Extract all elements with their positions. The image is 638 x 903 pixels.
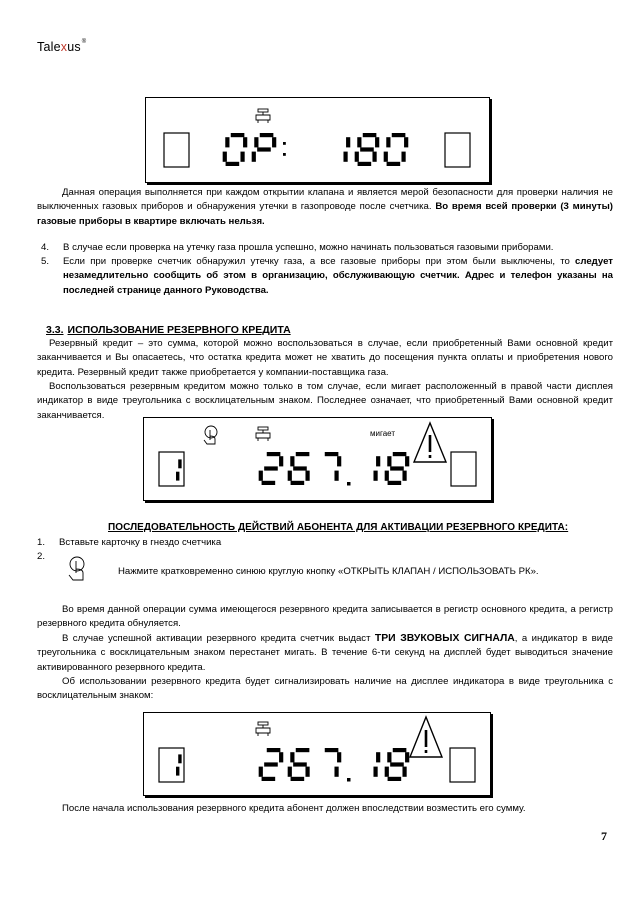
lcd-segment	[337, 752, 341, 762]
lcd-segment	[296, 748, 310, 752]
paragraph-repay-credit: После начала использования резервного кредита абонент должен впоследствии возместить его сумму.	[62, 803, 526, 814]
lcd-segment	[402, 767, 406, 777]
step-2-text: Нажмите кратковременно синюю круглую кнопку «ОТКРЫТЬ КЛАПАН / ИСПОЛЬЗОВАТЬ РК».	[118, 566, 539, 577]
lcd-segment	[393, 748, 407, 752]
lcd-segment	[386, 137, 390, 147]
lcd-segment	[252, 152, 256, 162]
lcd-segment	[388, 481, 402, 485]
lcd-segment	[267, 452, 281, 456]
lcd-left-box	[164, 133, 189, 167]
paragraph-activation-success: В случае успешной активации резервного кредита счетчик выдаст ТРИ ЗВУКОВЫХ СИГНАЛА, а индикатор в виде треугольника с восклицательным знаком перестанет мигать. В течение 6-ти секунд на дисплей будет выводиться значение активированного резервного кредита.	[37, 633, 613, 673]
lcd-segment	[178, 459, 181, 468]
lcd-segment	[360, 147, 374, 151]
lcd-segment	[325, 452, 339, 456]
lcd-display-reserve-active	[143, 712, 491, 796]
lcd-decimal-point	[347, 778, 351, 782]
blink-label: мигает	[370, 429, 396, 438]
paragraph-leak-check: Данная операция выполняется при каждом открытии клапана и является мерой безопасности для проверки наличия не выключенных газовых приборов и обнаружения утечки в газопроводе после счетчика. Во время всей проверки (3 минуты) газовые приборы в квартире включать нельзя.	[37, 187, 613, 227]
lcd-segment	[346, 137, 350, 147]
lcd-segment	[372, 152, 376, 162]
list-item-4: 4. В случае если проверка на утечку газа прошла успешно, можно начинать пользоваться газовыми приборами.	[41, 242, 554, 253]
lcd-segment	[305, 471, 309, 481]
lcd-segment	[376, 752, 380, 762]
lcd-segment	[254, 137, 258, 147]
lcd-segment	[293, 466, 307, 470]
lcd-segment	[305, 767, 309, 777]
finger-press-icon	[66, 555, 92, 585]
lcd-display-reserve-active-graphic	[144, 713, 490, 795]
lcd-segment	[291, 481, 305, 485]
lcd-display-reserve-blinking	[143, 417, 492, 501]
lcd-segment	[392, 133, 406, 137]
lcd-segment	[373, 471, 377, 481]
lcd-segment	[390, 466, 404, 470]
lcd-segment	[225, 137, 229, 147]
lcd-segment	[288, 767, 292, 777]
lcd-segment	[264, 466, 278, 470]
section-heading-3-3: 3.3. ИСПОЛЬЗОВАНИЕ РЕЗЕРВНОГО КРЕДИТА	[46, 324, 291, 336]
lcd-segment	[288, 471, 292, 481]
lcd-segment	[259, 767, 263, 777]
lcd-segment	[355, 152, 359, 162]
paragraph-indicator-usage: Об использовании резервного кредита будет сигнализировать наличие на дисплее индикатора в виде треугольника с восклицательным знаком:	[37, 676, 613, 702]
finger-press-icon	[204, 426, 217, 444]
lcd-left-box	[159, 748, 184, 782]
step-2-number: 2.	[37, 551, 46, 562]
lcd-segment	[401, 152, 405, 162]
lcd-left-box	[159, 452, 184, 486]
lcd-segment	[357, 137, 361, 147]
lcd-segment	[272, 137, 276, 147]
lcd-segment	[267, 748, 281, 752]
lcd-display-operation	[145, 97, 490, 183]
lcd-segment	[404, 137, 408, 147]
lcd-segment	[334, 471, 338, 481]
list-item-5: 5. Если при проверке счетчик обнаружил утечку газа, а все газовые приборы при этом были выключены, то следует незамедлительно сообщить об этом в организацию, обслуживающую счетчик. Адрес и телефон указаны на последней странице данного Руководства.	[41, 256, 613, 296]
lcd-segment	[385, 767, 389, 777]
lcd-segment	[178, 754, 181, 763]
lcd-segment	[375, 137, 379, 147]
lcd-segment	[385, 471, 389, 481]
lcd-segment	[231, 133, 245, 137]
lcd-right-box	[451, 452, 476, 486]
lcd-segment	[388, 777, 402, 781]
page-number: 7	[601, 829, 607, 843]
paragraph-operation-register: Во время данной операции сумма имеющегося резервного кредита записывается в регистр основного кредита, а регистр резервного кредита обнуляется.	[37, 604, 613, 630]
lcd-decimal-point	[347, 482, 351, 486]
lcd-segment	[387, 456, 391, 466]
brand-logo: Talexus®	[37, 39, 87, 54]
lcd-seven-seg-text	[176, 452, 409, 486]
valve-icon	[256, 109, 270, 123]
warning-triangle-icon	[414, 423, 446, 462]
lcd-display-reserve-blinking-graphic	[144, 418, 491, 500]
lcd-segment	[376, 456, 380, 466]
lcd-segment	[358, 162, 372, 166]
lcd-right-box	[450, 748, 475, 782]
lcd-segment	[264, 762, 278, 766]
warning-triangle-icon	[410, 717, 442, 757]
lcd-colon-dot	[283, 153, 286, 156]
lcd-segment	[387, 162, 401, 166]
lcd-segment	[279, 456, 283, 466]
lcd-segment	[176, 472, 179, 481]
lcd-segment	[405, 752, 409, 762]
lcd-segment	[343, 152, 347, 162]
sequence-heading: ПОСЛЕДОВАТЕЛЬНОСТЬ ДЕЙСТВИЙ АБОНЕНТА ДЛЯ АКТИВАЦИИ РЕЗЕРВНОГО КРЕДИТА:	[108, 522, 569, 533]
lcd-segment	[387, 752, 391, 762]
lcd-segment	[393, 452, 407, 456]
lcd-segment	[260, 133, 274, 137]
lcd-segment	[325, 748, 339, 752]
lcd-segment	[405, 456, 409, 466]
lcd-right-box	[445, 133, 470, 167]
lcd-segment	[226, 162, 240, 166]
lcd-segment	[363, 133, 377, 137]
lcd-segment	[257, 147, 271, 151]
lcd-segment	[402, 471, 406, 481]
lcd-segment	[334, 767, 338, 777]
valve-icon	[256, 427, 270, 441]
lcd-colon-dot	[283, 142, 286, 145]
lcd-display-operation-graphic	[146, 98, 489, 182]
lcd-segment	[290, 456, 294, 466]
lcd-segment	[240, 152, 244, 162]
lcd-segment	[293, 762, 307, 766]
lcd-segment	[243, 137, 247, 147]
lcd-segment	[291, 777, 305, 781]
lcd-segment	[262, 481, 276, 485]
valve-icon	[256, 722, 270, 736]
lcd-seven-seg-text	[176, 748, 409, 782]
lcd-segment	[259, 471, 263, 481]
lcd-segment	[279, 752, 283, 762]
paragraph-reserve-credit-definition: Резервный кредит – это сумма, которой можно воспользоваться в случае, если приобретенный Вами основной кредит заканчивается и Вы опасаетесь, что остатка кредита может не хватить до посещения пункта оплаты и приобретения нового кредита. Резервный кредит также приобретается у компании-поставщика газа.	[37, 338, 613, 378]
step-1: 1. Вставьте карточку в гнездо счетчика	[37, 537, 222, 548]
lcd-segment	[296, 452, 310, 456]
lcd-segment	[337, 456, 341, 466]
lcd-segment	[384, 152, 388, 162]
lcd-segment	[390, 762, 404, 766]
lcd-segment	[373, 767, 377, 777]
lcd-segment	[290, 752, 294, 762]
lcd-segment	[262, 777, 276, 781]
lcd-segment	[223, 152, 227, 162]
paragraph-reserve-credit-usage: Воспользоваться резервным кредитом можно только в том случае, если мигает расположенный в правой части дисплея индикатор в виде треугольника с восклицательным знаком. Последнее означает, что приобретенный Вами основной кредит заканчивается.	[37, 381, 613, 421]
lcd-segment	[176, 767, 179, 776]
lcd-seven-seg-text	[223, 133, 409, 166]
